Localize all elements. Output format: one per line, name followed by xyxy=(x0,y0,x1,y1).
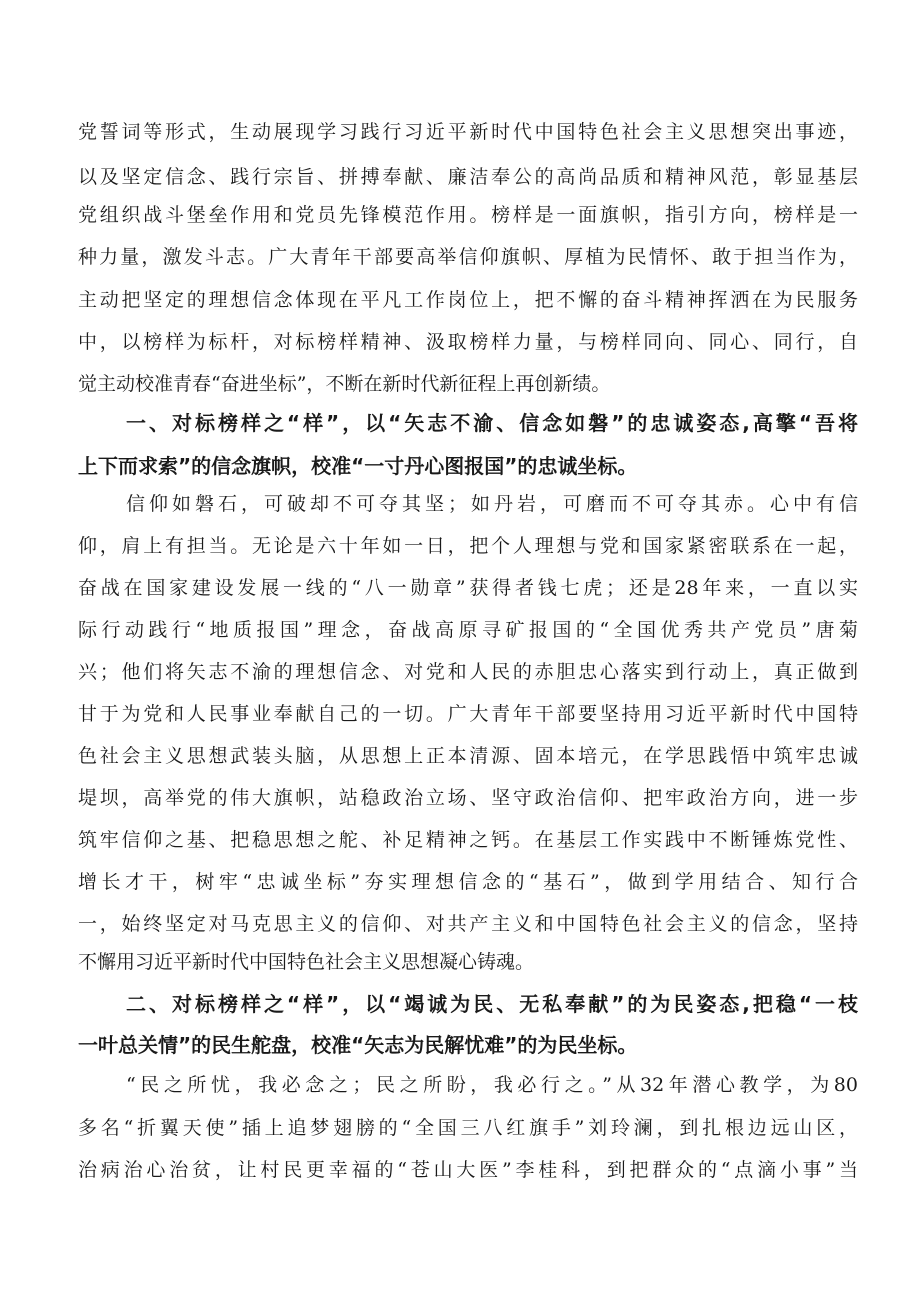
heading-line: 一、对标榜样之“样”，以“矢志不渝、信念如磐”的忠诚姿态,高擎“吾将 xyxy=(126,411,858,435)
text-line: 多名“折翼天使”插上追梦翅膀的“全国三八红旗手”刘玲澜，到扎根边远山区， xyxy=(78,1117,858,1139)
text-line: 不懈用习近平新时代中国特色社会主义思想凝心铸魂。 xyxy=(78,951,535,973)
heading-line: 一叶总关情”的民生舵盘，校准“矢志为民解忧难”的为民坐标。 xyxy=(78,1033,638,1057)
text-line: 兴；他们将矢志不渝的理想信念、对党和人民的赤胆忠心落实到行动上，真正做到 xyxy=(78,661,858,683)
text-line: 党组织战斗堡垒作用和党员先锋模范作用。榜样是一面旗帜，指引方向，榜样是一 xyxy=(78,204,858,226)
text-line: “民之所忧，我必念之；民之所盼，我必行之。”从32年潜心教学，为80 xyxy=(126,1074,858,1096)
text-line: 以及坚定信念、践行宗旨、拼搏奉献、廉洁奉公的高尚品质和精神风范，彰显基层 xyxy=(78,166,858,188)
text-line: 甘于为党和人民事业奉献自己的一切。广大青年干部要坚持用习近平新时代中国特 xyxy=(78,703,858,725)
text-line: 主动把坚定的理想信念体现在平凡工作岗位上，把不懈的奋斗精神挥洒在为民服务 xyxy=(78,289,858,311)
text-line: 觉主动校准青春“奋进坐标”，不断在新时代新征程上再创新绩。 xyxy=(78,373,611,395)
text-line: 种力量，激发斗志。广大青年干部要高举信仰旗帜、厚植为民情怀、敢于担当作为， xyxy=(78,246,858,268)
heading-line: 二、对标榜样之“样”，以“竭诚为民、无私奉献”的为民姿态,把稳“一枝 xyxy=(126,992,858,1016)
text-line: 奋战在国家建设发展一线的“八一勋章”获得者钱七虎；还是28年来，一直以实 xyxy=(78,577,858,599)
text-line: 色社会主义思想武装头脑，从思想上正本清源、固本培元，在学思践悟中筑牢忠诚 xyxy=(78,745,858,767)
text-line: 堤坝，高举党的伟大旗帜，站稳政治立场、坚守政治信仰、把牢政治方向，进一步 xyxy=(78,787,858,809)
text-line: 际行动践行“地质报国”理念，奋战高原寻矿报国的“全国优秀共产党员”唐菊 xyxy=(78,619,858,641)
text-line: 中，以榜样为标杆，对标榜样精神、汲取榜样力量，与榜样同向、同心、同行，自 xyxy=(78,331,858,353)
heading-line: 上下而求索”的信念旗帜，校准“一寸丹心图报国”的忠诚坐标。 xyxy=(78,454,638,478)
text-line: 治病治心治贫，让村民更幸福的“苍山大医”李桂科，到把群众的“点滴小事”当 xyxy=(78,1159,858,1181)
text-line: 党誓词等形式，生动展现学习践行习近平新时代中国特色社会主义思想突出事迹， xyxy=(78,121,858,143)
text-line: 筑牢信仰之基、把稳思想之舵、补足精神之钙。在基层工作实践中不断锤炼党性、 xyxy=(78,829,858,851)
text-line: 一，始终坚定对马克思主义的信仰、对共产主义和中国特色社会主义的信念，坚持 xyxy=(78,913,858,935)
text-line: 信仰如磐石，可破却不可夺其坚；如丹岩，可磨而不可夺其赤。心中有信 xyxy=(126,493,858,515)
text-line: 仰，肩上有担当。无论是六十年如一日，把个人理想与党和国家紧密联系在一起， xyxy=(78,535,858,557)
text-line: 增长才干，树牢“忠诚坐标”夯实理想信念的“基石”，做到学用结合、知行合 xyxy=(78,871,858,893)
